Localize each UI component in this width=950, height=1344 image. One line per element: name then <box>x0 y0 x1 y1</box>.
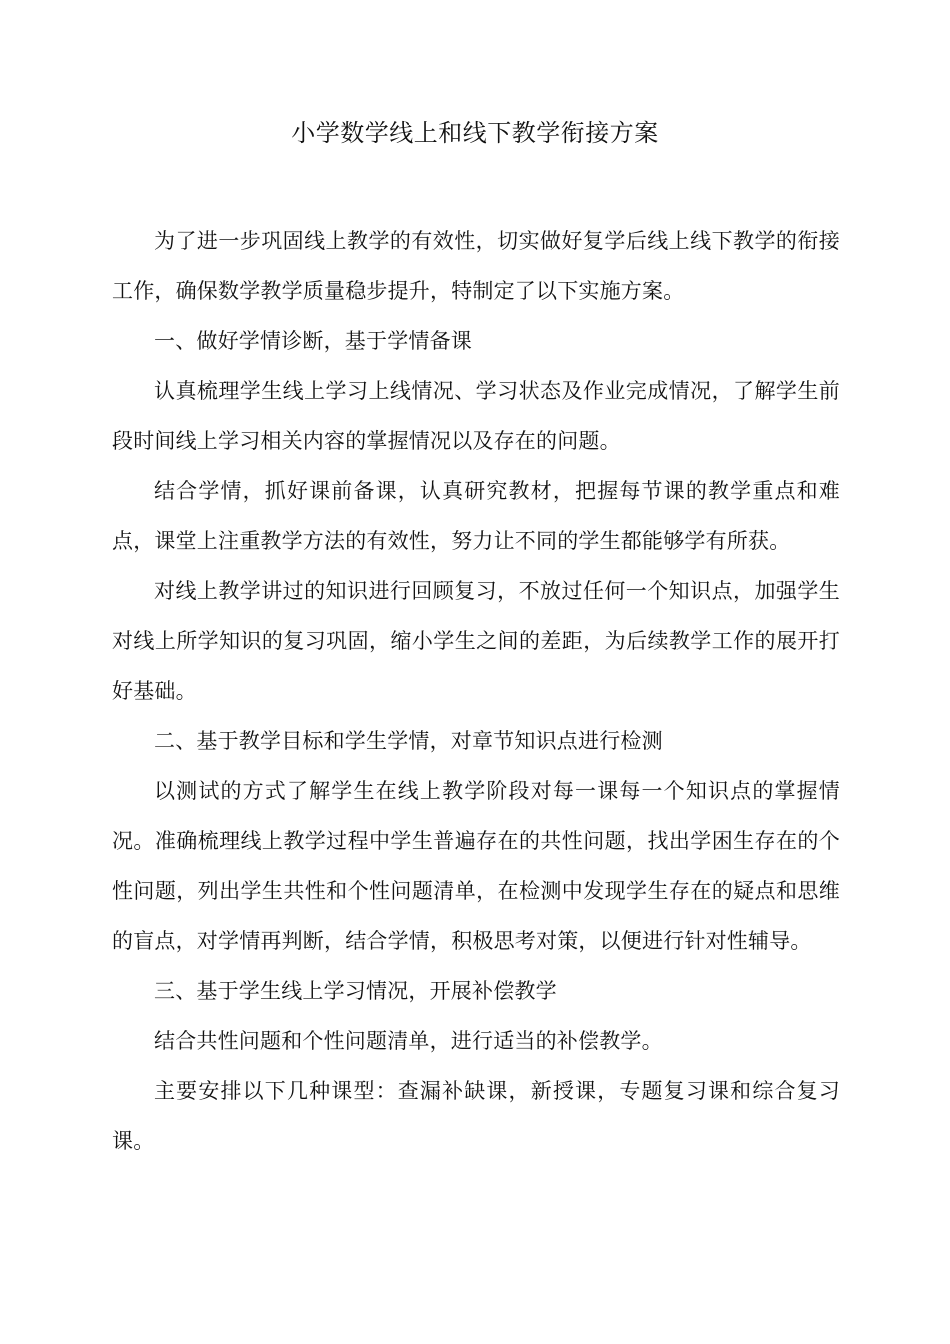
section-3-paragraph: 结合共性问题和个性问题清单，进行适当的补偿教学。 <box>154 1029 663 1053</box>
section-1-paragraph: 认真梳理学生线上学习上线情况、学习状态及作业完成情况，了解学生前段时间线上学习相关内容的掌握情况以及存在的问题。 <box>112 379 840 453</box>
intro-paragraph: 为了进一步巩固线上教学的有效性，切实做好复学后线上线下教学的衔接工作，确保数学教学质量稳步提升，特制定了以下实施方案。 <box>112 229 840 303</box>
section-1-paragraph: 结合学情，抓好课前备课，认真研究教材，把握每节课的教学重点和难点，课堂上注重教学方法的有效性，努力让不同的学生都能够学有所获。 <box>112 479 840 553</box>
document-body <box>112 216 840 1166</box>
section-heading-3: 三、基于学生线上学习情况，开展补偿教学 <box>154 979 557 1003</box>
section-2-paragraph: 以测试的方式了解学生在线上教学阶段对每一课每一个知识点的掌握情况。准确梳理线上教学过程中学生普遍存在的共性问题，找出学困生存在的个性问题，列出学生共性和个性问题清单，在检测中发现学生存在的疑点和思维的盲点，对学情再判断，结合学情，积极思考对策，以便进行针对性辅导。 <box>112 779 840 953</box>
section-heading-1: 一、做好学情诊断，基于学情备课 <box>154 329 472 353</box>
document-title: 小学数学线上和线下教学衔接方案 <box>291 119 659 147</box>
section-1-paragraph: 对线上教学讲过的知识进行回顾复习，不放过任何一个知识点，加强学生对线上所学知识的复习巩固，缩小学生之间的差距，为后续教学工作的展开打好基础。 <box>112 579 840 703</box>
section-3-paragraph: 主要安排以下几种课型：查漏补缺课，新授课，专题复习课和综合复习课。 <box>112 1079 840 1153</box>
section-heading-2: 二、基于教学目标和学生学情，对章节知识点进行检测 <box>154 729 663 753</box>
